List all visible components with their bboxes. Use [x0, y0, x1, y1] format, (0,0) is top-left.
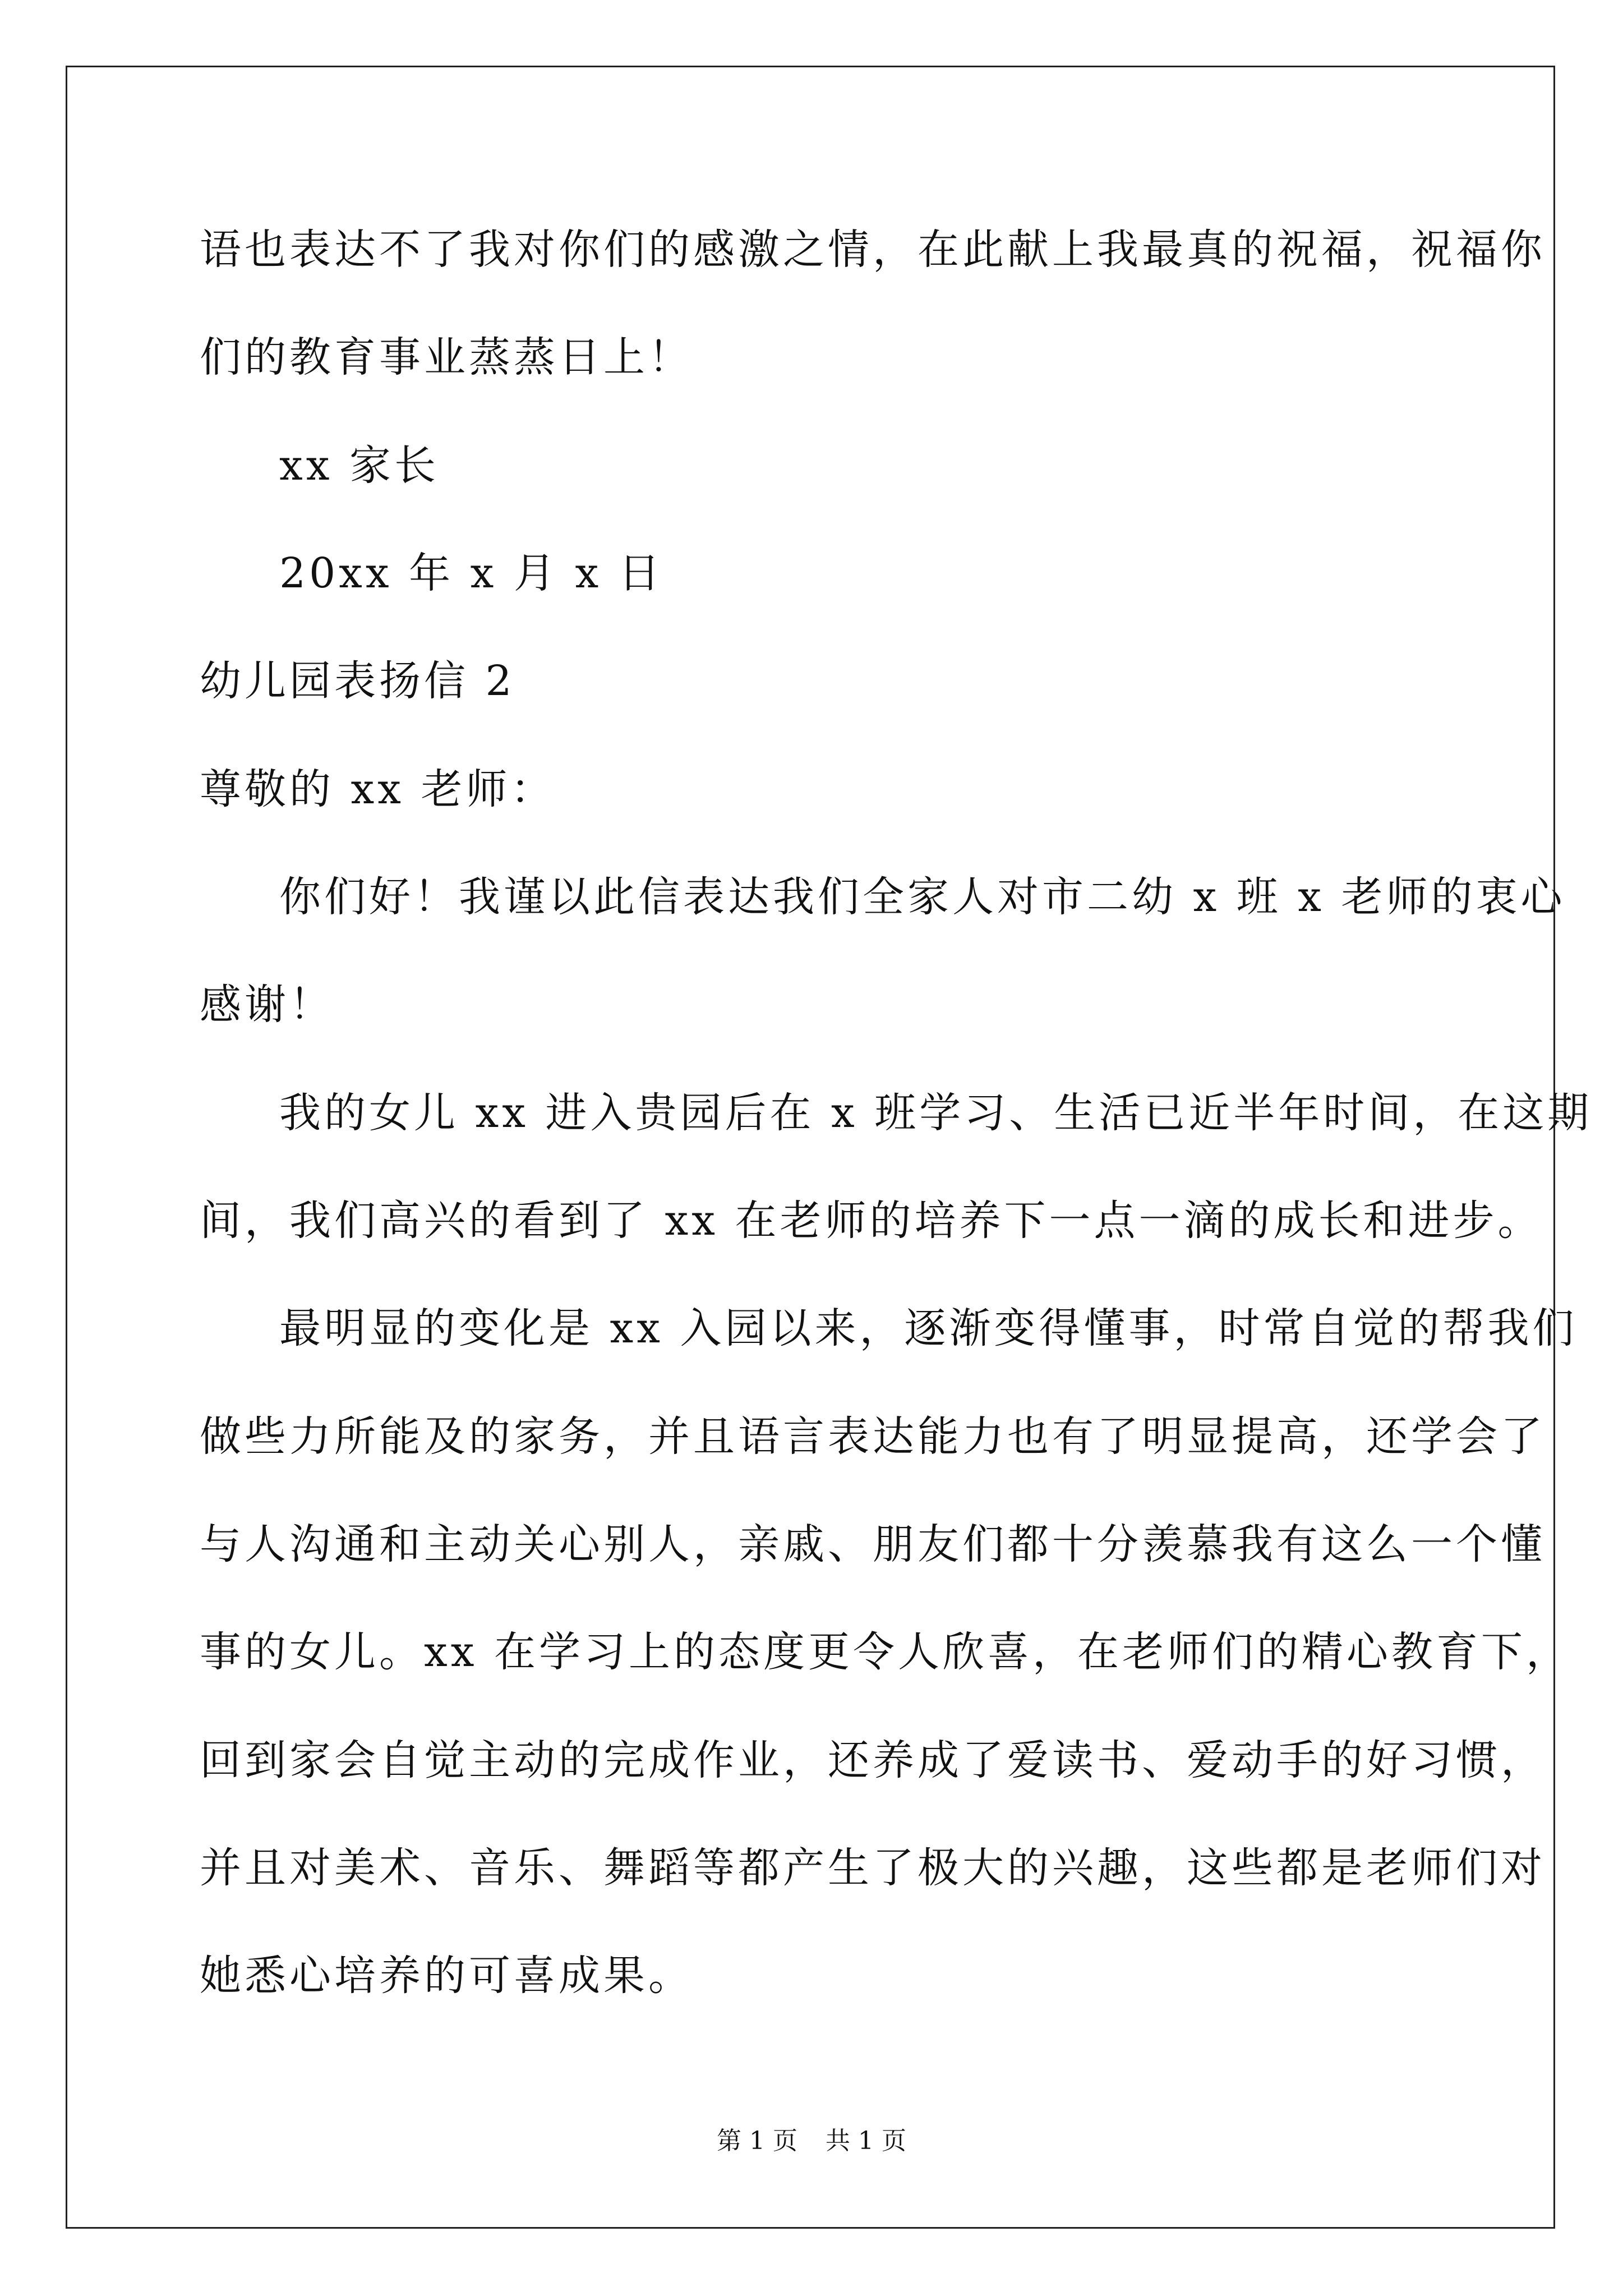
- body-line-9: 我的女儿 xx 进入贵园后在 x 班学习、生活已近半年时间，在这期: [279, 1089, 1593, 1137]
- body-line-11: 最明显的变化是 xx 入园以来，逐渐变得懂事，时常自觉的帮我们: [279, 1304, 1578, 1352]
- body-line-16: 并且对美术、音乐、舞蹈等都产生了极大的兴趣，这些都是老师们对: [200, 1844, 1546, 1892]
- body-line-17: 她悉心培养的可喜成果。: [200, 1952, 693, 2000]
- body-line-12: 做些力所能及的家务，并且语言表达能力也有了明显提高，还学会了: [200, 1412, 1546, 1461]
- body-line-8: 感谢！: [200, 981, 334, 1029]
- body-line-10: 间，我们高兴的看到了 xx 在老师的培养下一点一滴的成长和进步。: [200, 1197, 1543, 1245]
- body-line-15: 回到家会自觉主动的完成作业，还养成了爱读书、爱动手的好习惯，: [200, 1736, 1546, 1784]
- body-line-7: 你们好！我谨以此信表达我们全家人对市二幼 x 班 x 老师的衷心: [279, 873, 1566, 921]
- body-line-14: 事的女儿。xx 在学习上的态度更令人欣喜，在老师们的精心教育下，: [200, 1628, 1571, 1676]
- body-line-13: 与人沟通和主动关心别人，亲戚、朋友们都十分羡慕我有这么一个懂: [200, 1520, 1546, 1568]
- page-border: [66, 66, 1555, 2229]
- signature-date: 20xx 年 x 月 x 日: [279, 549, 663, 597]
- body-line-2: 们的教育事业蒸蒸日上！: [200, 333, 693, 381]
- salutation: 尊敬的 xx 老师：: [200, 765, 556, 813]
- page-number-current: 第 1 页: [717, 2127, 797, 2155]
- body-line-1: 语也表达不了我对你们的感激之情，在此献上我最真的祝福，祝福你: [200, 226, 1546, 274]
- signature-parent: xx 家长: [279, 441, 439, 490]
- page-number-total: 共 1 页: [826, 2127, 906, 2155]
- letter-title: 幼儿园表扬信 2: [200, 657, 515, 705]
- page-footer: [0, 2129, 1623, 2154]
